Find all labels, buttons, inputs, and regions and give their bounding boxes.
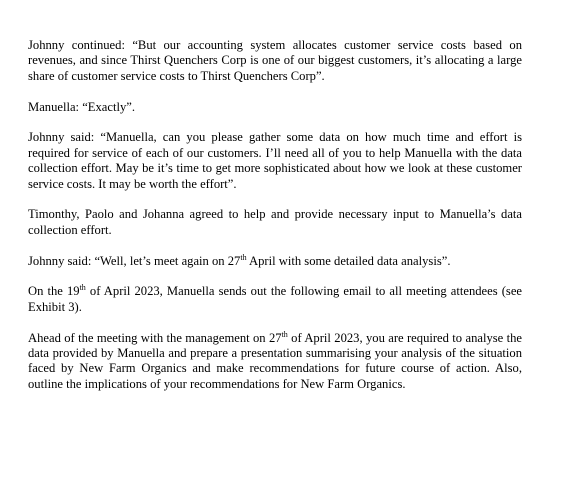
paragraph-email-notice	[28, 284, 522, 315]
paragraph-johnny-request: Johnny said: “Manuella, can you please gather some data on how much time and effort is required for service of each of our customers. I’ll need all of you to help Manuella with the data collection effort. May be it’s time to get more sophisticated about how we look at these customer service costs. It may be worth the effort”.	[28, 130, 522, 191]
text-segment: Ahead of the meeting with the management on 27	[28, 330, 282, 345]
ordinal-suffix: th	[240, 252, 247, 262]
paragraph-manuella-exactly: Manuella: “Exactly”.	[28, 99, 135, 114]
paragraph-team-agreement: Timonthy, Paolo and Johanna agreed to help and provide necessary input to Manuella’s data collection effort.	[28, 207, 522, 237]
ordinal-suffix: th	[79, 283, 86, 293]
paragraph-task-instructions	[28, 331, 522, 393]
text-segment: of April 2023, you are required to analyse the data provided by Manuella and prepare a presentation summarising your analysis of the situation faced by New Farm Organics and make recommendations for future course of action. Also, outline the implications of your recommendations for New Farm Organics.	[28, 330, 522, 391]
text-segment: Johnny said: “Well, let’s meet again on 27	[28, 253, 241, 268]
text-segment: of April 2023, Manuella sends out the following email to all meeting attendees (see Exhibit 3).	[28, 284, 522, 314]
text-segment: On the 19	[28, 284, 80, 299]
text-segment: April with some detailed data analysis”.	[246, 253, 451, 268]
paragraph-next-meeting	[28, 254, 522, 269]
paragraph-johnny-continued: Johnny continued: “But our accounting system allocates customer service costs based on revenues, and since Thirst Quenchers Corp is one of our biggest customers, it’s allocating a large share of customer service costs to Thirst Quenchers Corp”.	[28, 38, 522, 83]
document-body	[28, 38, 522, 408]
ordinal-suffix: th	[281, 329, 288, 339]
